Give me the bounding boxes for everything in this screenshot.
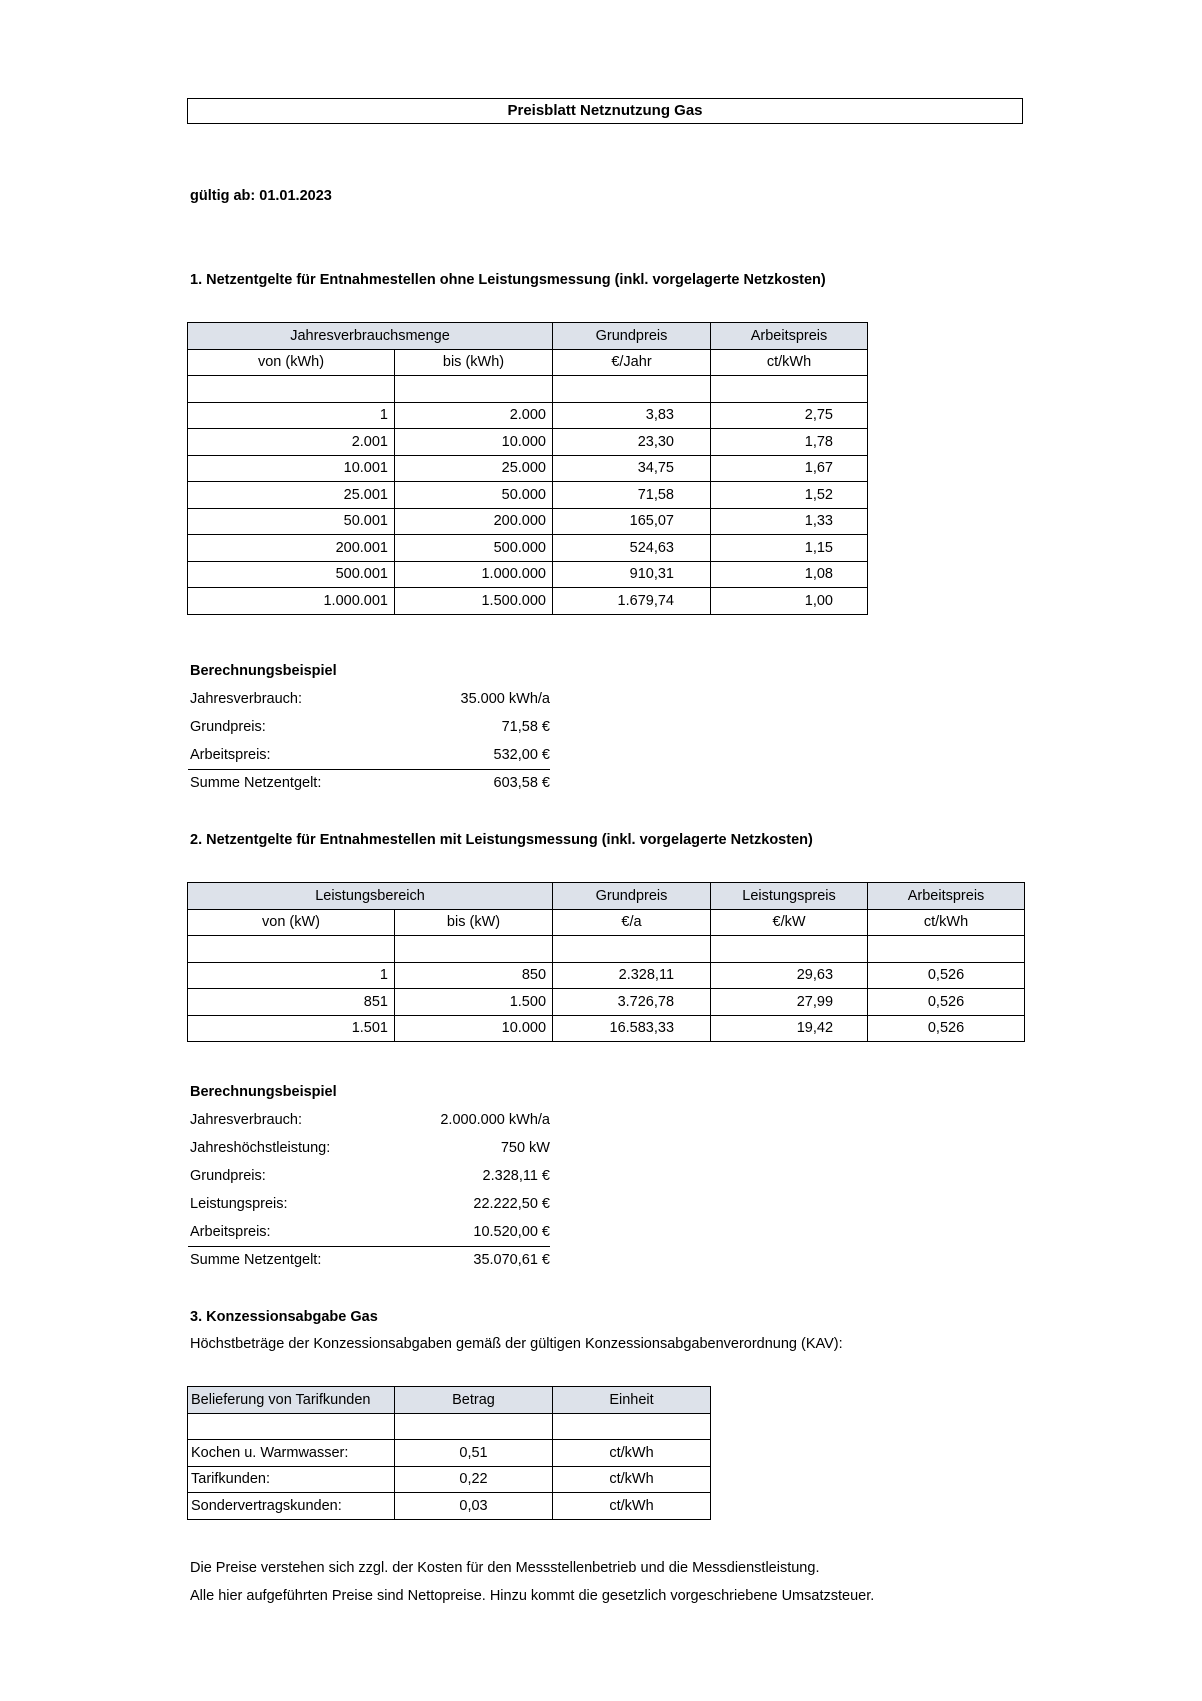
table-row [188,1493,711,1520]
from-value: 25.001 [188,482,395,509]
example-row [190,769,550,797]
header-to: bis (kWh) [395,349,553,376]
work-price-value: 1,52 [711,482,868,509]
table-row [188,508,868,535]
header-from: von (kWh) [188,349,395,376]
amount-value: 0,22 [395,1466,553,1493]
to-value: 10.000 [395,429,553,456]
from-value: 2.001 [188,429,395,456]
from-value: 50.001 [188,508,395,535]
supply-label: Tarifkunden: [188,1466,395,1493]
example-label: Summe Netzentgelt: [190,1252,322,1268]
from-value: 1 [188,962,395,989]
to-value: 2.000 [395,402,553,429]
from-value: 851 [188,989,395,1016]
example-value: 750 kW [500,1140,550,1156]
example-value: 10.520,00 € [473,1224,550,1240]
example-heading: Berechnungsbeispiel [190,1084,337,1100]
example-value: 35.070,61 € [473,1252,550,1268]
amount-value: 0,51 [395,1440,553,1467]
base-price-value: 34,75 [553,455,711,482]
table-row [188,1015,1025,1042]
example-label: Leistungspreis: [190,1196,288,1212]
header-range: Leistungsbereich [188,883,553,910]
table-row [188,962,1025,989]
header-work-price: Arbeitspreis [868,883,1025,910]
to-value: 200.000 [395,508,553,535]
example-row [190,1218,550,1246]
base-price-value: 23,30 [553,429,711,456]
from-value: 500.001 [188,561,395,588]
base-price-value: 2.328,11 [553,962,711,989]
section1-heading: 1. Netzentgelte für Entnahmestellen ohne Leistungsmessung (inkl. vorgelagerte Netzkosten) [190,272,826,288]
section1-table [187,322,868,615]
work-price-value: 1,67 [711,455,868,482]
work-price-value: 1,78 [711,429,868,456]
example-heading: Berechnungsbeispiel [190,663,337,679]
table-row [188,402,868,429]
example-value: 532,00 € [493,747,550,763]
from-value: 1.000.001 [188,588,395,615]
from-value: 10.001 [188,455,395,482]
base-price-value: 524,63 [553,535,711,562]
example-row [190,685,550,713]
work-price-value: 1,15 [711,535,868,562]
example-value: 603,58 € [493,775,550,791]
from-value: 1.501 [188,1015,395,1042]
capacity-price-value: 19,42 [711,1015,868,1042]
header-supply: Belieferung von Tarifkunden [188,1387,395,1414]
work-price-value: 1,00 [711,588,868,615]
unit-value: ct/kWh [553,1466,711,1493]
supply-label: Kochen u. Warmwasser: [188,1440,395,1467]
table-row [188,989,1025,1016]
section2-heading: 2. Netzentgelte für Entnahmestellen mit Leistungsmessung (inkl. vorgelagerte Netzkosten) [190,832,813,848]
page-title: Preisblatt Netznutzung Gas [187,98,1023,124]
section2-example [190,1078,550,1274]
empty-row [188,376,868,403]
table-row [188,455,868,482]
example-value: 2.000.000 kWh/a [440,1112,550,1128]
header-to: bis (kW) [395,909,553,936]
example-row [190,1162,550,1190]
header-base-unit: €/a [553,909,711,936]
example-value: 35.000 kWh/a [460,691,550,707]
base-price-value: 3,83 [553,402,711,429]
empty-row [188,936,1025,963]
example-label: Grundpreis: [190,1168,266,1184]
example-label: Jahresverbrauch: [190,691,303,707]
example-label: Grundpreis: [190,719,266,735]
to-value: 25.000 [395,455,553,482]
header-base-price: Grundpreis [553,883,711,910]
base-price-value: 3.726,78 [553,989,711,1016]
table-row [188,482,868,509]
section3-heading: 3. Konzessionsabgabe Gas [190,1309,378,1325]
header-work-price: Arbeitspreis [711,323,868,350]
empty-row [188,1413,711,1440]
work-price-value: 1,33 [711,508,868,535]
example-label: Jahreshöchstleistung: [190,1140,331,1156]
to-value: 50.000 [395,482,553,509]
header-capacity-unit: €/kW [711,909,868,936]
unit-value: ct/kWh [553,1493,711,1520]
header-capacity-price: Leistungspreis [711,883,868,910]
section3-intro: Höchstbeträge der Konzessionsabgaben gemäß der gültigen Konzessionsabgabenverordnung (KAV): [190,1336,843,1352]
example-row [190,713,550,741]
example-row [190,1190,550,1218]
to-value: 500.000 [395,535,553,562]
base-price-value: 910,31 [553,561,711,588]
base-price-value: 16.583,33 [553,1015,711,1042]
example-row [190,1246,550,1274]
section1-example [190,657,550,797]
table-row [188,429,868,456]
table-row [188,1440,711,1467]
header-amount: Betrag [395,1387,553,1414]
header-base-price: Grundpreis [553,323,711,350]
example-value: 2.328,11 € [482,1168,550,1184]
header-work-unit: ct/kWh [711,349,868,376]
base-price-value: 1.679,74 [553,588,711,615]
example-label: Summe Netzentgelt: [190,775,322,791]
example-label: Arbeitspreis: [190,747,271,763]
to-value: 1.000.000 [395,561,553,588]
unit-value: ct/kWh [553,1440,711,1467]
header-work-unit: ct/kWh [868,909,1025,936]
work-price-value: 0,526 [868,962,1025,989]
capacity-price-value: 27,99 [711,989,868,1016]
table-row [188,588,868,615]
footer-line1: Die Preise verstehen sich zzgl. der Kosten für den Messstellenbetrieb und die Messdienstleistung. [190,1560,820,1576]
example-label: Jahresverbrauch: [190,1112,303,1128]
work-price-value: 0,526 [868,1015,1025,1042]
base-price-value: 165,07 [553,508,711,535]
capacity-price-value: 29,63 [711,962,868,989]
table-row [188,535,868,562]
example-row [190,741,550,769]
section2-table [187,882,1025,1042]
amount-value: 0,03 [395,1493,553,1520]
example-value: 22.222,50 € [473,1196,550,1212]
footer-line2: Alle hier aufgeführten Preise sind Nettopreise. Hinzu kommt die gesetzlich vorgeschriebene Umsatzsteuer. [190,1588,875,1604]
to-value: 1.500.000 [395,588,553,615]
example-row [190,1106,550,1134]
work-price-value: 0,526 [868,989,1025,1016]
header-range: Jahresverbrauchsmenge [188,323,553,350]
header-unit: Einheit [553,1387,711,1414]
to-value: 10.000 [395,1015,553,1042]
work-price-value: 2,75 [711,402,868,429]
from-value: 200.001 [188,535,395,562]
valid-from: gültig ab: 01.01.2023 [190,188,332,204]
table-row [188,561,868,588]
header-from: von (kW) [188,909,395,936]
from-value: 1 [188,402,395,429]
example-value: 71,58 € [501,719,550,735]
to-value: 850 [395,962,553,989]
example-label: Arbeitspreis: [190,1224,271,1240]
work-price-value: 1,08 [711,561,868,588]
header-base-unit: €/Jahr [553,349,711,376]
to-value: 1.500 [395,989,553,1016]
base-price-value: 71,58 [553,482,711,509]
supply-label: Sondervertragskunden: [188,1493,395,1520]
section3-table [187,1386,711,1520]
table-row [188,1466,711,1493]
example-row [190,1134,550,1162]
